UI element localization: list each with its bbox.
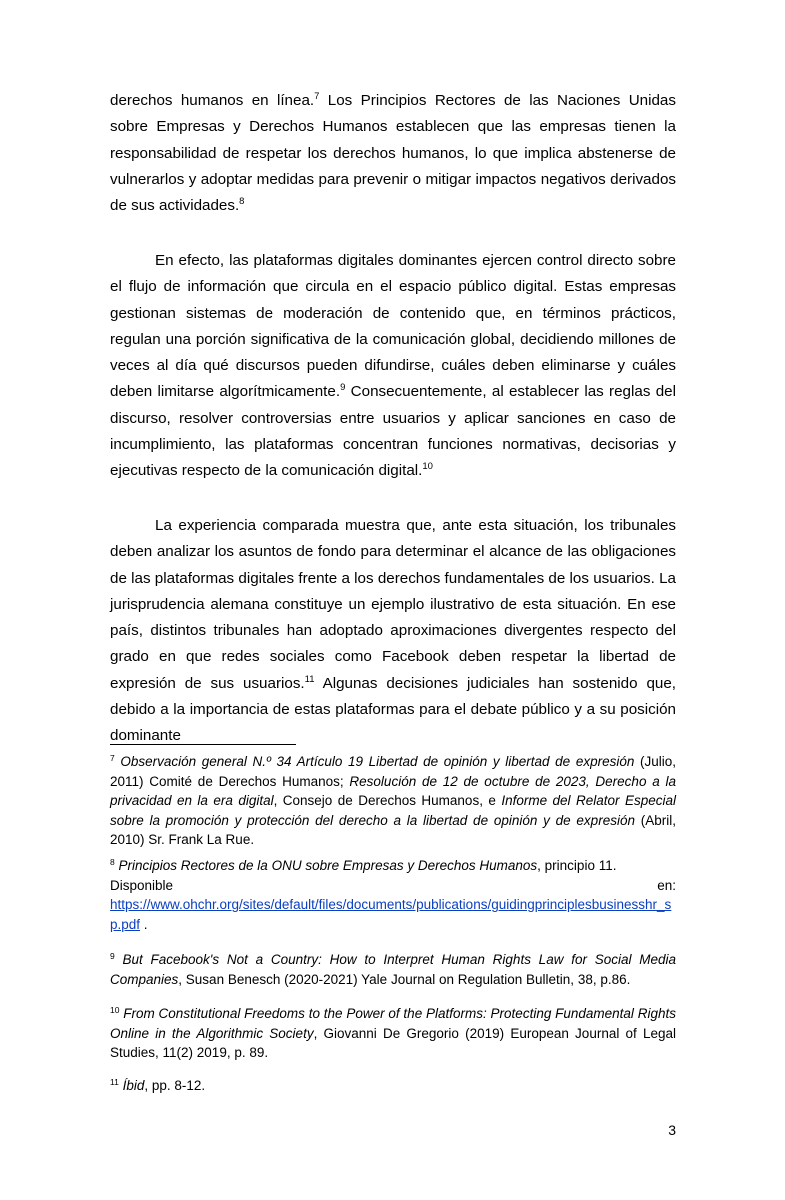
paragraph-text: Los Principios Rectores de las Naciones Unidas sobre Empresas y Derechos Humanos establecen que las empresas tienen la responsabilidad de respetar los derechos humanos, lo que implica abstenerse de vulnerarlos y adoptar medidas para prevenir o mitigar impactos negativos derivados de sus actividades. xyxy=(110,92,676,215)
footnote-11 xyxy=(110,1076,676,1096)
footnote-italic: But Facebook's Not a Country: How to Interpret Human Rights Law for Social Media Companies xyxy=(110,952,676,987)
body-paragraph-3 xyxy=(110,513,676,750)
paragraph-text: derechos humanos en línea. xyxy=(110,92,315,109)
footnote-ref-11[interactable]: 11 xyxy=(304,673,315,685)
footnote-ref-10[interactable]: 10 xyxy=(422,461,433,473)
footnote-text: , Consejo de Derechos Humanos, e xyxy=(273,793,502,809)
paragraph-text: La experiencia comparada muestra que, ante esta situación, los tribunales deben analizar los asuntos de fondo para determinar el alcance de las obligaciones de las plataformas digitales frente a los derechos fundamentales de los usuarios. La jurisprudencia alemana constituye un ejemplo ilustrativo de esta situación. En ese país, distintos tribunales han adoptado aproximaciones divergentes respecto del grado en que redes sociales como Facebook deben respetar la libertad de expresión de sus usuarios. xyxy=(110,517,676,692)
availability-row xyxy=(110,876,676,896)
footnote-ref-8[interactable]: 8 xyxy=(239,196,245,208)
footnote-number: 9 xyxy=(110,951,115,961)
footnote-italic: Informe del Relator Especial sobre la promoción y protección del derecho a la libertad de opinión y de expresión xyxy=(110,793,676,828)
paragraph-text: Consecuentemente, al establecer las reglas del discurso, resolver controversias entre usuarios y aplicar sanciones en caso de incumplimiento, las plataformas concentran funciones normativas, decisorias y ejecutivas respecto de la comunicación digital. xyxy=(110,383,676,480)
footnote-8 xyxy=(110,856,676,934)
footnote-italic: From Constitutional Freedoms to the Power of the Platforms: Protecting Fundamental Rights Online in the Algorithmic Society xyxy=(110,1006,676,1041)
footnote-number: 7 xyxy=(110,753,115,763)
footnote-italic: Íbid xyxy=(122,1078,145,1093)
footnote-ref-9[interactable]: 9 xyxy=(340,382,346,394)
paragraph-text: Algunas decisiones judiciales han sostenido que, debido a la importancia de estas plataformas para el debate público y a su posición dominante xyxy=(110,674,676,745)
ohchr-link[interactable]: https://www.ohchr.org/sites/default/files/documents/publications/guidingprinciplesbusinesshr_sp.pdf xyxy=(110,897,672,932)
footnote-italic: Principios Rectores de la ONU sobre Empresas y Derechos Humanos xyxy=(118,858,538,873)
page-number: 3 xyxy=(668,1122,676,1138)
footnote-9 xyxy=(110,950,676,989)
footnote-italic: Resolución de 12 de octubre de 2023, Derecho a la privacidad en la era digital xyxy=(110,773,676,809)
footnote-ref-7[interactable]: 7 xyxy=(314,91,320,102)
footnote-10 xyxy=(110,1004,676,1063)
footnote-text: , Giovanni De Gregorio (2019) European Journal of Legal Studies, 11(2) 2019, p. 89. xyxy=(110,1025,676,1061)
footnote-text: , pp. 8-12. xyxy=(144,1078,206,1093)
footnote-separator xyxy=(110,744,296,745)
footnote-text: , principio 11. xyxy=(537,858,617,873)
footnote-number: 11 xyxy=(110,1077,119,1087)
footnote-7 xyxy=(110,752,676,850)
footnote-text: , Susan Benesch (2020-2021) Yale Journal on Regulation Bulletin, 38, p.86. xyxy=(178,971,631,987)
available-label: Disponible xyxy=(110,877,174,893)
paragraph-text: En efecto, las plataformas digitales dominantes ejercen control directo sobre el flujo de información que circula en el espacio público digital. Estas empresas gestionan sistemas de moderación de contenido que, en términos prácticos, regulan una porción significativa de la comunicación global, decidiendo millones de veces al día qué discursos pueden difundirse, cuáles deben eliminarse y cuáles deben limitarse algorítmicamente. xyxy=(110,252,676,401)
body-paragraph-2 xyxy=(110,248,676,485)
footnote-italic: Observación general N.º 34 Artículo 19 Libertad de opinión y libertad de expresión xyxy=(120,754,635,769)
footnote-text: . xyxy=(140,916,148,932)
available-suffix: en: xyxy=(657,877,676,893)
footnote-number: 10 xyxy=(110,1005,120,1015)
footnote-number: 8 xyxy=(110,857,115,867)
footnote-text: (Julio, 2011) Comité de Derechos Humanos; xyxy=(110,754,676,789)
body-paragraph-1 xyxy=(110,88,676,219)
footnote-text: (Abril, 2010) Sr. Frank La Rue. xyxy=(110,812,676,848)
